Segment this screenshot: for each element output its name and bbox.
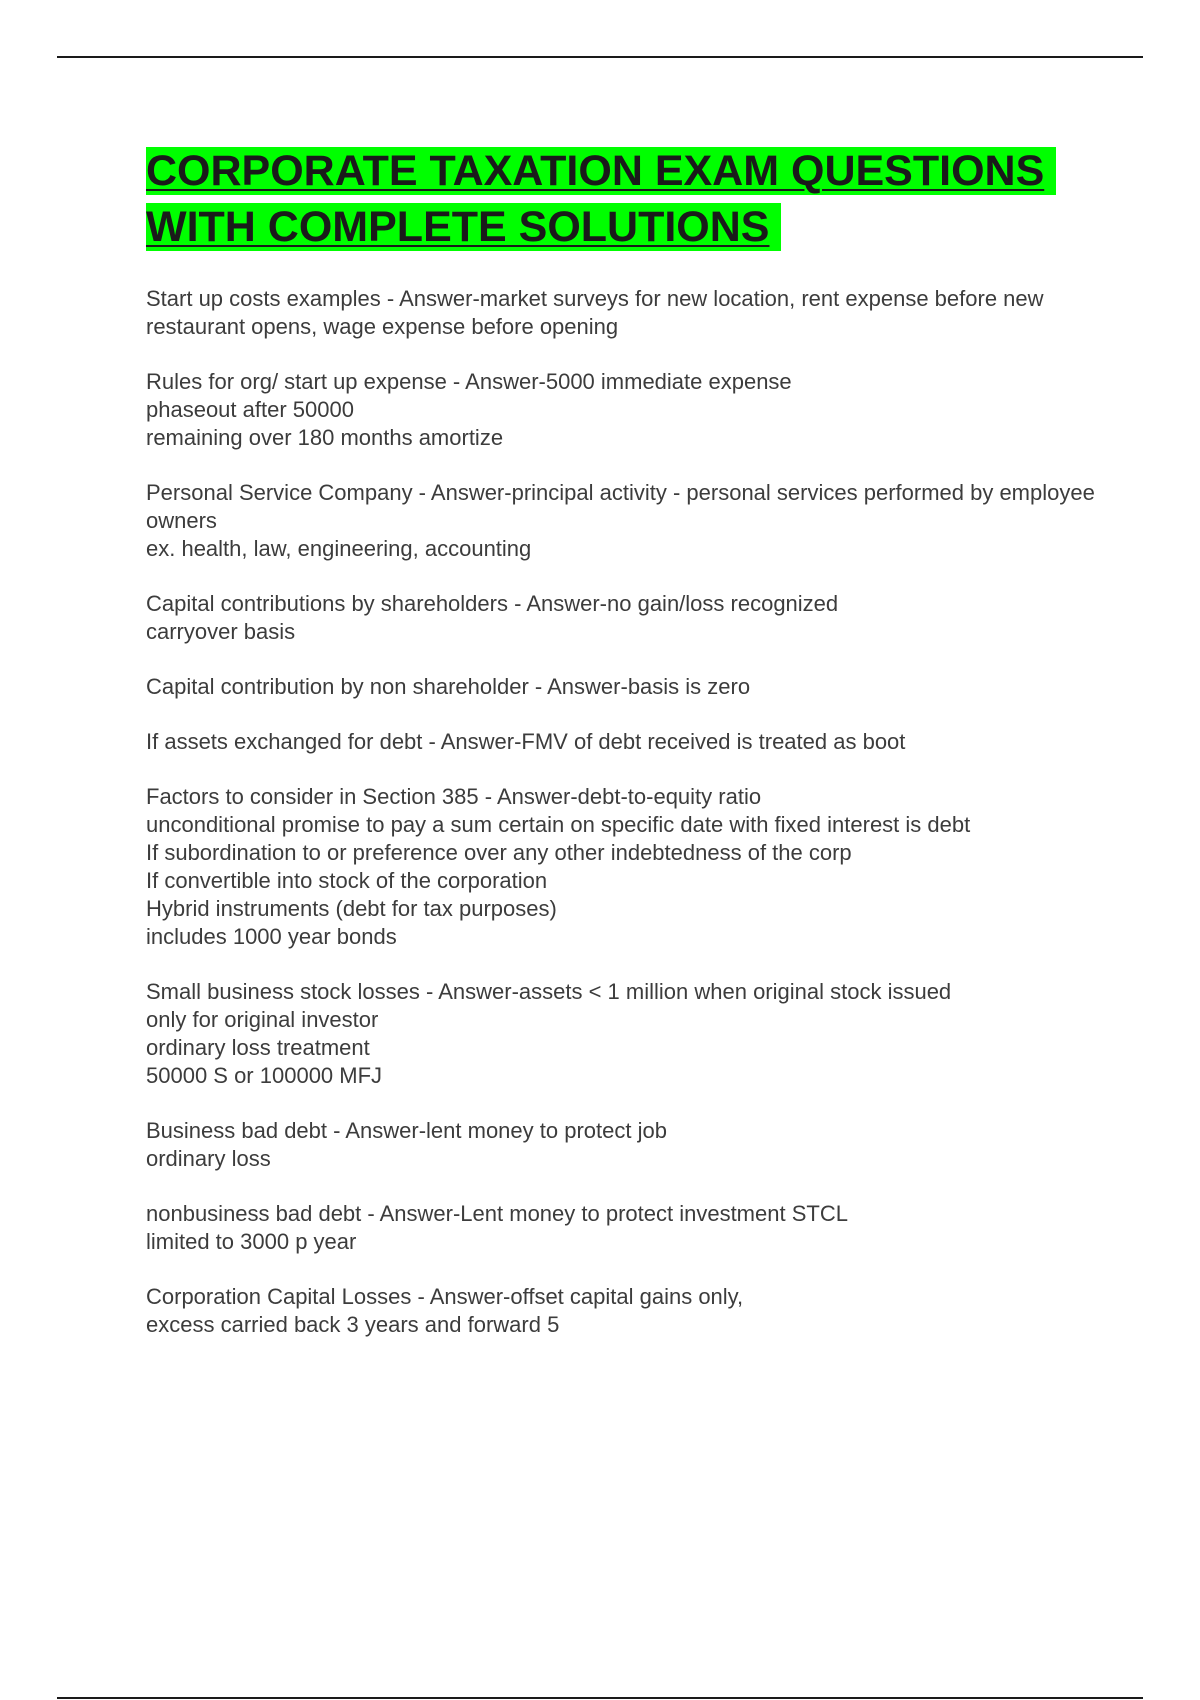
qa-line: If assets exchanged for debt - Answer-FMV of debt received is treated as boot [146,729,906,754]
qa-line: Corporation Capital Losses - Answer-offset capital gains only, [146,1284,744,1309]
qa-line: carryover basis [146,619,296,644]
qa-entry [146,783,1106,951]
qa-entry [146,368,1106,452]
qa-entry [146,1200,1106,1256]
qa-line: unconditional promise to pay a sum certain on specific date with fixed interest is debt [146,812,971,837]
qa-line: excess carried back 3 years and forward 5 [146,1312,560,1337]
qa-line: phaseout after 50000 [146,397,354,422]
qa-entry [146,1283,1106,1339]
qa-line: If convertible into stock of the corporation [146,868,548,893]
qa-line: Personal Service Company - Answer-principal activity - personal services performed by employee owners [146,480,1101,533]
document-body [146,143,1106,1366]
qa-line: Capital contribution by non shareholder - Answer-basis is zero [146,674,751,699]
qa-line: 50000 S or 100000 MFJ [146,1063,383,1088]
title-highlight: CORPORATE TAXATION EXAM QUESTIONS WITH COMPLETE SOLUTIONS [146,147,1056,251]
qa-line: only for original investor [146,1007,379,1032]
qa-line: ex. health, law, engineering, accounting [146,536,532,561]
qa-entry [146,978,1106,1090]
qa-line: Start up costs examples - Answer-market surveys for new location, rent expense before new restaurant opens, wage expense before opening [146,286,1050,339]
document-title [146,143,1106,255]
qa-line: nonbusiness bad debt - Answer-Lent money to protect investment STCL [146,1201,848,1226]
qa-line: Business bad debt - Answer-lent money to protect job [146,1118,667,1143]
qa-entry [146,285,1106,341]
qa-line: ordinary loss treatment [146,1035,370,1060]
qa-line: Factors to consider in Section 385 - Answer-debt-to-equity ratio [146,784,762,809]
qa-entry [146,479,1106,563]
qa-line: includes 1000 year bonds [146,924,397,949]
top-rule [57,56,1143,58]
qa-line: If subordination to or preference over any other indebtedness of the corp [146,840,852,865]
qa-entry [146,673,1106,701]
qa-entry [146,1117,1106,1173]
qa-entry [146,590,1106,646]
qa-line: Hybrid instruments (debt for tax purposes) [146,896,557,921]
bottom-rule [57,1697,1143,1699]
qa-line: remaining over 180 months amortize [146,425,504,450]
qa-line: Small business stock losses - Answer-assets < 1 million when original stock issued [146,979,952,1004]
qa-line: ordinary loss [146,1146,271,1171]
qa-entry [146,728,1106,756]
qa-line: limited to 3000 p year [146,1229,357,1254]
qa-line: Capital contributions by shareholders - Answer-no gain/loss recognized [146,591,839,616]
qa-list [146,285,1106,1339]
qa-line: Rules for org/ start up expense - Answer-5000 immediate expense [146,369,792,394]
